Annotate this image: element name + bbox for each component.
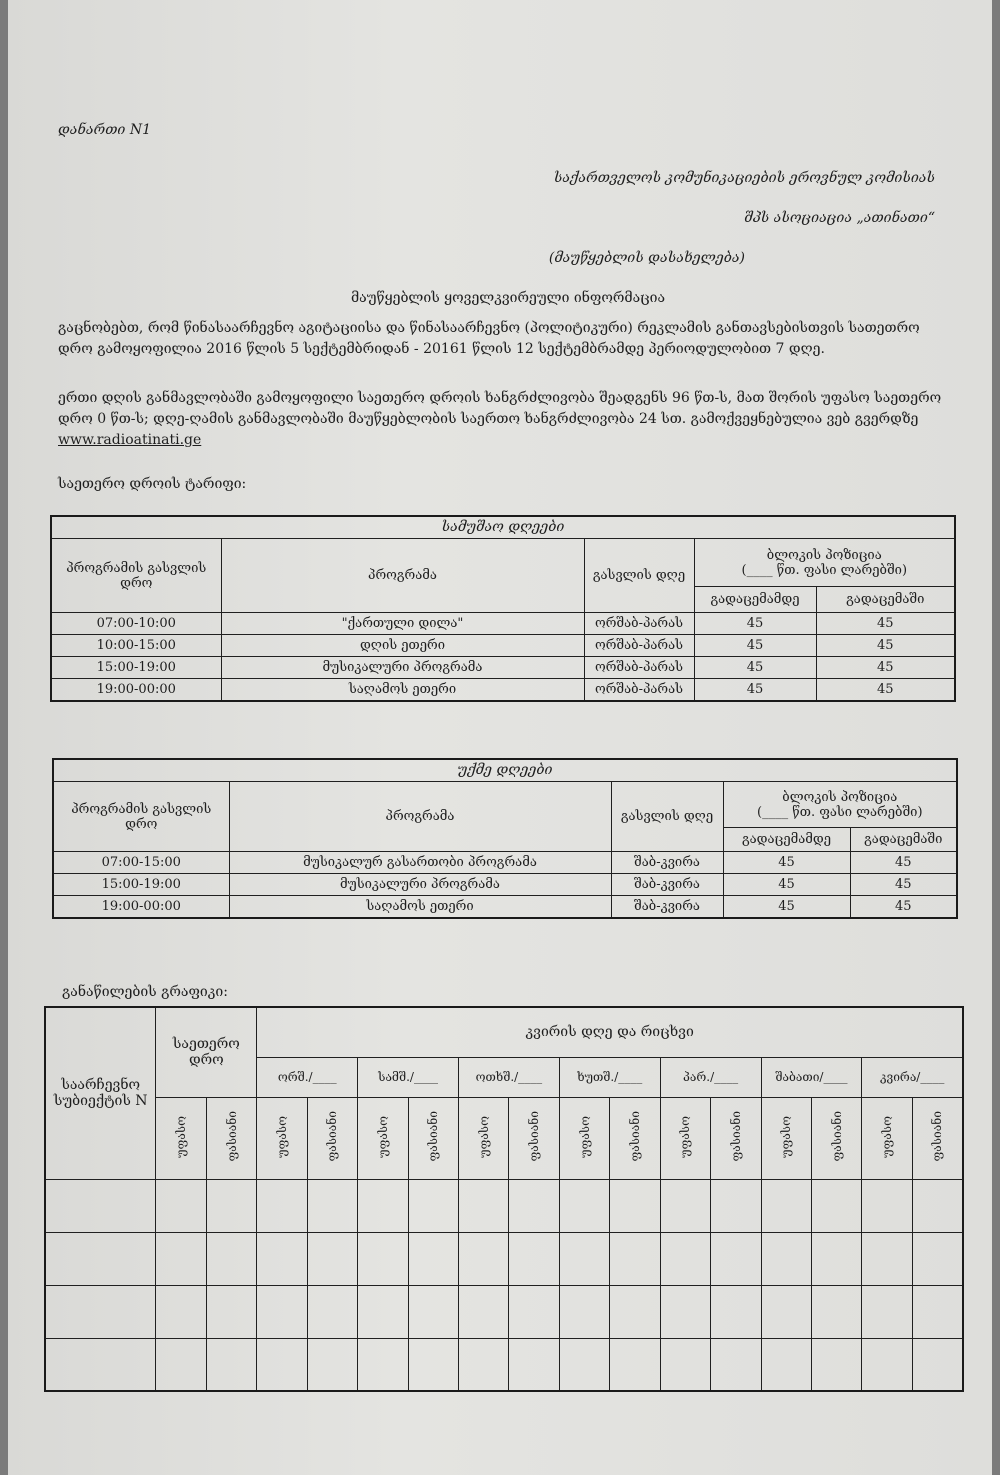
header-broadcast-time: პროგრამის გასვლის დრო bbox=[53, 782, 229, 852]
schedule-input-cell[interactable] bbox=[761, 1179, 811, 1232]
schedule-input-cell[interactable] bbox=[358, 1179, 408, 1232]
header-free-label: უფასო bbox=[779, 1115, 794, 1158]
schedule-input-cell[interactable] bbox=[307, 1232, 357, 1285]
cell-program: საღამოს ეთერი bbox=[229, 896, 611, 919]
cell-days: ორშაბ-პარას bbox=[584, 679, 694, 702]
schedule-input-cell[interactable] bbox=[559, 1179, 609, 1232]
cell-program: მუსიკალურ გასართობი პროგრამა bbox=[229, 852, 611, 874]
schedule-input-cell[interactable] bbox=[307, 1338, 357, 1391]
cell-days: ორშაბ-პარას bbox=[584, 613, 694, 635]
cell-before: 45 bbox=[694, 679, 816, 702]
day-header: შაბათი/____ bbox=[761, 1057, 862, 1097]
schedule-input-cell[interactable] bbox=[206, 1179, 256, 1232]
cell-before: 45 bbox=[723, 896, 850, 919]
schedule-input-cell[interactable] bbox=[458, 1285, 508, 1338]
header-free bbox=[458, 1097, 508, 1179]
header-paid bbox=[206, 1097, 256, 1179]
cell-days: შაბ-კვირა bbox=[611, 852, 723, 874]
header-paid-label: ფასიანი bbox=[728, 1111, 743, 1162]
header-free bbox=[156, 1097, 206, 1179]
document-page bbox=[8, 0, 992, 1475]
schedule-input-cell[interactable] bbox=[408, 1285, 458, 1338]
schedule-blank-row bbox=[45, 1285, 963, 1338]
schedule-input-cell[interactable] bbox=[509, 1179, 559, 1232]
header-block-position bbox=[694, 539, 955, 587]
airtime-paragraph bbox=[58, 388, 943, 451]
header-free-label: უფასო bbox=[275, 1115, 289, 1158]
header-free bbox=[862, 1097, 912, 1179]
website-link[interactable]: www.radioatinati.ge bbox=[58, 432, 202, 448]
cell-time: 07:00-10:00 bbox=[51, 613, 221, 635]
schedule-input-cell[interactable] bbox=[610, 1232, 660, 1285]
schedule-input-cell[interactable] bbox=[45, 1338, 156, 1391]
cell-program: დღის ეთერი bbox=[221, 635, 584, 657]
cell-program: მუსიკალური პროგრამა bbox=[229, 874, 611, 896]
cell-before: 45 bbox=[723, 852, 850, 874]
schedule-input-cell[interactable] bbox=[711, 1179, 761, 1232]
schedule-input-cell[interactable] bbox=[257, 1232, 307, 1285]
header-paid bbox=[307, 1097, 357, 1179]
schedule-input-cell[interactable] bbox=[862, 1179, 912, 1232]
schedule-input-cell[interactable] bbox=[711, 1232, 761, 1285]
schedule-input-cell[interactable] bbox=[912, 1179, 963, 1232]
header-block-position-title: ბლოკის პოზიცია bbox=[782, 789, 898, 805]
schedule-input-cell[interactable] bbox=[45, 1285, 156, 1338]
header-paid-label: ფასიანი bbox=[224, 1111, 239, 1162]
schedule-input-cell[interactable] bbox=[358, 1338, 408, 1391]
header-block-position-sub: (____ წთ. ფასი ლარებში) bbox=[757, 804, 923, 820]
schedule-input-cell[interactable] bbox=[206, 1285, 256, 1338]
schedule-input-cell[interactable] bbox=[811, 1179, 861, 1232]
addressee-commission: საქართველოს კომუნიკაციების ეროვნულ კომისიას bbox=[553, 170, 935, 186]
tariff-label: საეთერო დროის ტარიფი: bbox=[58, 476, 247, 492]
addressee-broadcaster: შპს ასოციაცია „ათინათი“ bbox=[744, 210, 935, 226]
schedule-input-cell[interactable] bbox=[408, 1338, 458, 1391]
header-program: პროგრამა bbox=[221, 539, 584, 613]
header-free bbox=[660, 1097, 710, 1179]
schedule-input-cell[interactable] bbox=[257, 1285, 307, 1338]
header-free-label: უფასო bbox=[375, 1115, 390, 1158]
header-paid bbox=[811, 1097, 861, 1179]
header-paid-label: ფასიანი bbox=[930, 1111, 945, 1162]
schedule-input-cell[interactable] bbox=[307, 1285, 357, 1338]
annex-label: დანართი N1 bbox=[58, 122, 151, 138]
cell-during: 45 bbox=[816, 635, 955, 657]
table-row bbox=[51, 679, 955, 702]
header-during-program: გადაცემაში bbox=[816, 587, 955, 613]
cell-days: შაბ-კვირა bbox=[611, 874, 723, 896]
cell-during: 45 bbox=[816, 679, 955, 702]
header-block-position-title: ბლოკის პოზიცია bbox=[766, 547, 882, 563]
schedule-input-cell[interactable] bbox=[156, 1179, 206, 1232]
table-row bbox=[51, 657, 955, 679]
cell-during: 45 bbox=[850, 896, 957, 919]
table-row bbox=[51, 635, 955, 657]
intro-paragraph: გაცნობებთ, რომ წინასაარჩევნო აგიტაციისა და წინასაარჩევნო (პოლიტიკური) რეკლამის განთავსებისთვის სათეთრო დრო გამოყოფილია 2016 წლის 5 სექტემბრიდან - 20161 წლის 12 სექტემბრამდე პერიოდულობით 7 დღე. bbox=[58, 320, 920, 357]
schedule-input-cell[interactable] bbox=[711, 1338, 761, 1391]
header-subject-number: საარჩევნო სუბიექტის N bbox=[45, 1007, 156, 1179]
schedule-input-cell[interactable] bbox=[458, 1179, 508, 1232]
header-paid bbox=[408, 1097, 458, 1179]
schedule-input-cell[interactable] bbox=[862, 1285, 912, 1338]
header-broadcast-day: გასვლის დღე bbox=[584, 539, 694, 613]
schedule-blank-row bbox=[45, 1179, 963, 1232]
schedule-input-cell[interactable] bbox=[408, 1179, 458, 1232]
header-free-label: უფასო bbox=[880, 1115, 895, 1158]
schedule-input-cell[interactable] bbox=[458, 1232, 508, 1285]
cell-during: 45 bbox=[850, 852, 957, 874]
cell-days: შაბ-კვირა bbox=[611, 896, 723, 919]
table-row bbox=[51, 613, 955, 635]
schedule-input-cell[interactable] bbox=[711, 1285, 761, 1338]
cell-days: ორშაბ-პარას bbox=[584, 657, 694, 679]
schedule-input-cell[interactable] bbox=[559, 1232, 609, 1285]
schedule-input-cell[interactable] bbox=[206, 1338, 256, 1391]
header-during-program: გადაცემაში bbox=[850, 828, 957, 852]
cell-during: 45 bbox=[850, 874, 957, 896]
schedule-input-cell[interactable] bbox=[307, 1179, 357, 1232]
schedule-input-cell[interactable] bbox=[45, 1232, 156, 1285]
cell-time: 15:00-19:00 bbox=[53, 874, 229, 896]
weekdays-caption: სამუშაო დღეები bbox=[51, 516, 955, 539]
schedule-input-cell[interactable] bbox=[156, 1232, 206, 1285]
header-before-program: გადაცემამდე bbox=[723, 828, 850, 852]
day-header: სამშ./____ bbox=[358, 1057, 459, 1097]
cell-before: 45 bbox=[694, 657, 816, 679]
cell-time: 19:00-00:00 bbox=[53, 896, 229, 919]
cell-time: 19:00-00:00 bbox=[51, 679, 221, 702]
day-header: ხუთშ./____ bbox=[559, 1057, 660, 1097]
weekdays-tariff-table bbox=[50, 515, 956, 702]
header-program: პროგრამა bbox=[229, 782, 611, 852]
header-free bbox=[358, 1097, 408, 1179]
header-paid bbox=[912, 1097, 963, 1179]
schedule-input-cell[interactable] bbox=[761, 1338, 811, 1391]
schedule-blank-row bbox=[45, 1232, 963, 1285]
schedule-input-cell[interactable] bbox=[509, 1232, 559, 1285]
day-header: ოთხშ./____ bbox=[458, 1057, 559, 1097]
cell-time: 07:00-15:00 bbox=[53, 852, 229, 874]
cell-time: 15:00-19:00 bbox=[51, 657, 221, 679]
header-free-label: უფასო bbox=[476, 1115, 491, 1158]
header-free-label: უფასო bbox=[678, 1115, 693, 1158]
schedule-input-cell[interactable] bbox=[862, 1232, 912, 1285]
header-airtime: საეთერო დრო bbox=[156, 1007, 257, 1097]
header-block-position bbox=[723, 782, 957, 828]
header-paid-label: ფასიანი bbox=[426, 1111, 441, 1162]
schedule-input-cell[interactable] bbox=[660, 1232, 710, 1285]
header-free bbox=[257, 1097, 307, 1179]
schedule-input-cell[interactable] bbox=[156, 1338, 206, 1391]
cell-program: "ქართული დილა" bbox=[221, 613, 584, 635]
cell-before: 45 bbox=[723, 874, 850, 896]
schedule-input-cell[interactable] bbox=[912, 1232, 963, 1285]
schedule-input-cell[interactable] bbox=[458, 1338, 508, 1391]
schedule-input-cell[interactable] bbox=[610, 1338, 660, 1391]
header-free-label: უფასო bbox=[174, 1115, 189, 1158]
cell-program: მუსიკალური პროგრამა bbox=[221, 657, 584, 679]
cell-time: 10:00-15:00 bbox=[51, 635, 221, 657]
day-header: კვირა/____ bbox=[862, 1057, 963, 1097]
header-broadcast-time: პროგრამის გასვლის დრო bbox=[51, 539, 221, 613]
cell-before: 45 bbox=[694, 635, 816, 657]
schedule-input-cell[interactable] bbox=[206, 1232, 256, 1285]
weekend-tariff-table bbox=[52, 758, 958, 919]
header-free bbox=[761, 1097, 811, 1179]
schedule-input-cell[interactable] bbox=[761, 1232, 811, 1285]
header-paid-label: ფასიანი bbox=[325, 1111, 340, 1162]
schedule-label: განაწილების გრაფიკი: bbox=[62, 984, 228, 1000]
header-broadcast-day: გასვლის დღე bbox=[611, 782, 723, 852]
schedule-input-cell[interactable] bbox=[610, 1179, 660, 1232]
schedule-input-cell[interactable] bbox=[811, 1338, 861, 1391]
schedule-input-cell[interactable] bbox=[912, 1285, 963, 1338]
schedule-input-cell[interactable] bbox=[358, 1232, 408, 1285]
document-title: მაუწყებლის ყოველკვირეული ინფორმაცია bbox=[350, 290, 666, 306]
cell-before: 45 bbox=[694, 613, 816, 635]
day-header: ორშ./____ bbox=[257, 1057, 358, 1097]
cell-during: 45 bbox=[816, 613, 955, 635]
header-paid bbox=[711, 1097, 761, 1179]
schedule-input-cell[interactable] bbox=[257, 1179, 307, 1232]
header-block-position-sub: (____ წთ. ფასი ლარებში) bbox=[741, 562, 908, 578]
schedule-input-cell[interactable] bbox=[761, 1285, 811, 1338]
header-paid bbox=[509, 1097, 559, 1179]
schedule-blank-row bbox=[45, 1338, 963, 1391]
day-header: პარ./____ bbox=[660, 1057, 761, 1097]
broadcaster-name-caption: (მაუწყებლის დასახელება) bbox=[548, 250, 745, 266]
header-paid-label: ფასიანი bbox=[829, 1111, 844, 1162]
weekend-caption: უქმე დღეები bbox=[53, 759, 957, 782]
schedule-input-cell[interactable] bbox=[559, 1338, 609, 1391]
schedule-input-cell[interactable] bbox=[509, 1285, 559, 1338]
schedule-input-cell[interactable] bbox=[257, 1338, 307, 1391]
schedule-input-cell[interactable] bbox=[45, 1179, 156, 1232]
cell-program: საღამოს ეთერი bbox=[221, 679, 584, 702]
header-before-program: გადაცემამდე bbox=[694, 587, 816, 613]
schedule-input-cell[interactable] bbox=[660, 1179, 710, 1232]
schedule-input-cell[interactable] bbox=[660, 1338, 710, 1391]
schedule-input-cell[interactable] bbox=[559, 1285, 609, 1338]
airtime-paragraph-text: ერთი დღის განმავლობაში გამოყოფილი საეთერო დროის ხანგრძლივობა შეადგენს 96 წთ-ს, მათ შორის უფასო საეთერო დრო 0 წთ-ს; დღე-ღამის განმავლობაში მაუწყებლობის საერთო ხანგრძლივობა 24 სთ. გამოქვეყნებულია ვებ გვერდზე bbox=[58, 390, 942, 427]
schedule-input-cell[interactable] bbox=[660, 1285, 710, 1338]
schedule-input-cell[interactable] bbox=[862, 1338, 912, 1391]
cell-during: 45 bbox=[816, 657, 955, 679]
distribution-schedule-table bbox=[44, 1006, 964, 1392]
schedule-input-cell[interactable] bbox=[811, 1285, 861, 1338]
schedule-input-cell[interactable] bbox=[156, 1285, 206, 1338]
schedule-input-cell[interactable] bbox=[408, 1232, 458, 1285]
cell-days: ორშაბ-პარას bbox=[584, 635, 694, 657]
schedule-input-cell[interactable] bbox=[811, 1232, 861, 1285]
schedule-input-cell[interactable] bbox=[610, 1285, 660, 1338]
header-paid bbox=[610, 1097, 660, 1179]
schedule-input-cell[interactable] bbox=[912, 1338, 963, 1391]
schedule-input-cell[interactable] bbox=[509, 1338, 559, 1391]
header-days-of-week: კვირის დღე და რიცხვი bbox=[257, 1007, 963, 1057]
header-free bbox=[559, 1097, 609, 1179]
header-free-label: უფასო bbox=[577, 1115, 592, 1158]
table-row bbox=[53, 896, 957, 919]
schedule-input-cell[interactable] bbox=[358, 1285, 408, 1338]
table-row bbox=[53, 852, 957, 874]
table-row bbox=[53, 874, 957, 896]
header-paid-label: ფასიანი bbox=[527, 1111, 542, 1162]
header-paid-label: ფასიანი bbox=[627, 1111, 642, 1162]
